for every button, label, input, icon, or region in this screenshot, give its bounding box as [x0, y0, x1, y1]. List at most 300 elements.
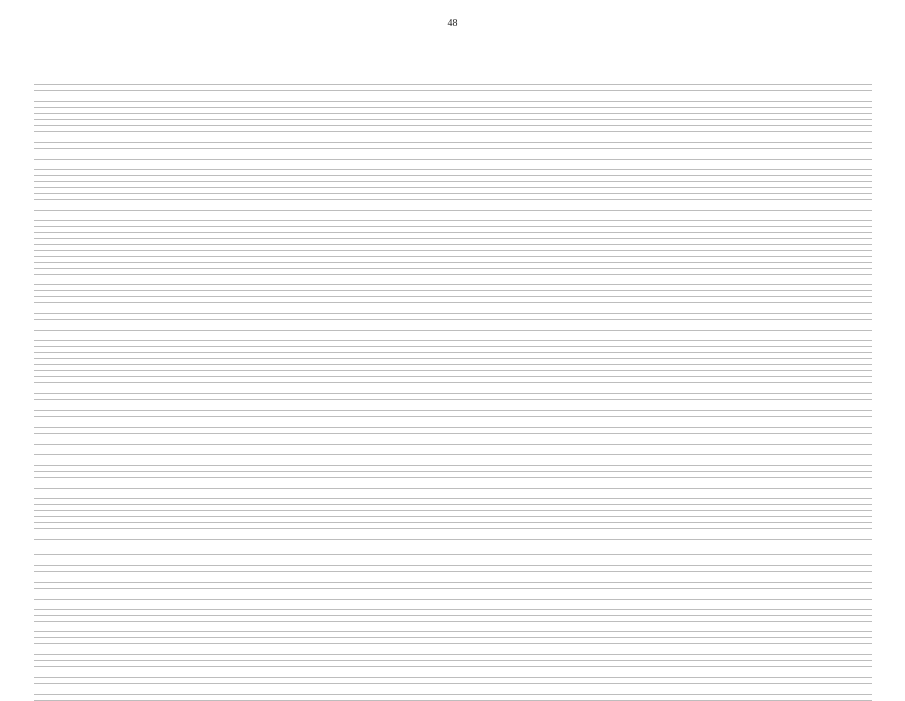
table-cell [106, 589, 176, 600]
table-cell [236, 529, 312, 540]
table-row [34, 200, 872, 211]
table-cell [832, 200, 872, 211]
table-cell [832, 478, 872, 489]
table-cell [548, 303, 584, 314]
table-row [34, 644, 872, 655]
table-cell [792, 544, 832, 555]
table-cell [792, 644, 832, 655]
table-row [34, 667, 872, 678]
table-row [34, 400, 872, 411]
table-cell [312, 400, 338, 411]
table-cell [696, 303, 746, 314]
table-cell [364, 544, 514, 555]
table-cell [34, 455, 106, 466]
table-cell [644, 200, 696, 211]
table-cell [338, 529, 364, 540]
table-cell [746, 91, 792, 102]
table-cell [34, 695, 106, 701]
table-cell [696, 589, 746, 600]
table-cell [746, 200, 792, 211]
table-cell [584, 667, 614, 678]
table-cell [792, 529, 832, 540]
table-cell [312, 455, 338, 466]
table-cell [746, 478, 792, 489]
table-row [34, 74, 872, 85]
table-cell [106, 74, 176, 85]
table-cell [364, 303, 514, 314]
registry-table [34, 74, 872, 701]
table-row [34, 455, 872, 466]
table-row [34, 383, 872, 394]
table-cell [338, 400, 364, 411]
table-cell [832, 455, 872, 466]
table-cell [34, 684, 106, 695]
table-cell [548, 74, 584, 85]
table-cell [696, 572, 746, 583]
table-cell [614, 417, 644, 428]
table-cell [614, 644, 644, 655]
table-cell [514, 303, 548, 314]
table-cell [176, 684, 236, 695]
table-cell [338, 589, 364, 600]
table-cell [696, 684, 746, 695]
table-cell [792, 74, 832, 85]
table-cell [696, 478, 746, 489]
table-cell [176, 555, 236, 566]
table-cell [514, 417, 548, 428]
table-cell [644, 478, 696, 489]
table-cell [338, 149, 364, 160]
table-row [34, 91, 872, 102]
table-cell [644, 684, 696, 695]
table-cell [696, 644, 746, 655]
table-cell [832, 555, 872, 566]
table-cell [176, 200, 236, 211]
table-cell [176, 478, 236, 489]
table-cell [584, 434, 614, 445]
table-cell [644, 383, 696, 394]
table-cell [338, 132, 364, 143]
table-cell [746, 303, 792, 314]
table-cell [364, 644, 514, 655]
table-cell [514, 684, 548, 695]
table-cell [364, 132, 514, 143]
table-cell [746, 644, 792, 655]
table-cell [34, 555, 106, 566]
table-cell [832, 644, 872, 655]
table-cell [584, 589, 614, 600]
table-cell [548, 544, 584, 555]
table-cell [644, 667, 696, 678]
table-row [34, 555, 872, 566]
table-cell [34, 303, 106, 314]
table-cell [176, 544, 236, 555]
table-cell [548, 684, 584, 695]
table-cell [514, 589, 548, 600]
table-cell [106, 417, 176, 428]
table-cell [696, 132, 746, 143]
table-cell [338, 695, 364, 701]
table-cell [584, 644, 614, 655]
table-row [34, 572, 872, 583]
table-cell [792, 695, 832, 701]
table-cell [338, 684, 364, 695]
table-cell [644, 400, 696, 411]
table-cell [34, 544, 106, 555]
table-cell [236, 74, 312, 85]
table-cell [338, 572, 364, 583]
table-cell [584, 417, 614, 428]
table-cell [364, 200, 514, 211]
table-cell [614, 529, 644, 540]
table-cell [514, 572, 548, 583]
table-cell [236, 555, 312, 566]
table-cell [176, 149, 236, 160]
table-cell [792, 320, 832, 331]
table-cell [176, 400, 236, 411]
table-cell [236, 320, 312, 331]
table-row [34, 132, 872, 143]
table-cell [34, 132, 106, 143]
table-cell [34, 74, 106, 85]
table-row [34, 529, 872, 540]
table-row [34, 589, 872, 600]
table-cell [548, 589, 584, 600]
table-cell [644, 132, 696, 143]
table-cell [696, 544, 746, 555]
table-cell [106, 529, 176, 540]
table-cell [584, 383, 614, 394]
table-cell [312, 200, 338, 211]
table-cell [364, 695, 514, 701]
table-cell [176, 132, 236, 143]
table-cell [548, 320, 584, 331]
table-cell [644, 555, 696, 566]
table-row [34, 434, 872, 445]
table-cell [106, 200, 176, 211]
table-cell [34, 644, 106, 655]
table-cell [176, 667, 236, 678]
table-cell [548, 644, 584, 655]
table-cell [696, 417, 746, 428]
table-cell [614, 667, 644, 678]
table-cell [696, 529, 746, 540]
table-cell [792, 400, 832, 411]
table-cell [792, 149, 832, 160]
table-cell [106, 644, 176, 655]
table-cell [614, 544, 644, 555]
table-cell [514, 434, 548, 445]
table-cell [644, 529, 696, 540]
table-cell [34, 320, 106, 331]
table-cell [792, 434, 832, 445]
table-cell [34, 667, 106, 678]
table-cell [644, 644, 696, 655]
table-cell [106, 434, 176, 445]
table-cell [614, 434, 644, 445]
table-cell [514, 400, 548, 411]
table-cell [514, 74, 548, 85]
table-cell [644, 149, 696, 160]
table-cell [176, 383, 236, 394]
table-cell [832, 417, 872, 428]
table-cell [584, 303, 614, 314]
table-cell [176, 91, 236, 102]
table-cell [514, 383, 548, 394]
table-cell [614, 555, 644, 566]
table-cell [106, 544, 176, 555]
table-cell [236, 667, 312, 678]
table-cell [364, 320, 514, 331]
table-cell [338, 455, 364, 466]
table-cell [746, 320, 792, 331]
table-cell [338, 383, 364, 394]
table-cell [364, 74, 514, 85]
table-cell [514, 667, 548, 678]
table-cell [34, 478, 106, 489]
table-cell [514, 644, 548, 655]
table-cell [176, 695, 236, 701]
table-cell [832, 132, 872, 143]
table-cell [176, 529, 236, 540]
table-cell [548, 555, 584, 566]
table-cell [696, 383, 746, 394]
table-cell [236, 132, 312, 143]
registry-table-body [34, 74, 872, 701]
table-cell [548, 455, 584, 466]
table-cell [312, 478, 338, 489]
table-cell [514, 91, 548, 102]
table-cell [746, 529, 792, 540]
table-cell [34, 572, 106, 583]
table-cell [312, 320, 338, 331]
table-cell [832, 434, 872, 445]
table-cell [364, 91, 514, 102]
table-cell [746, 555, 792, 566]
table-cell [338, 434, 364, 445]
table-cell [312, 303, 338, 314]
table-cell [236, 400, 312, 411]
table-cell [338, 74, 364, 85]
table-cell [312, 555, 338, 566]
table-cell [548, 478, 584, 489]
table-cell [548, 132, 584, 143]
table-cell [514, 695, 548, 701]
table-cell [792, 555, 832, 566]
registry-table-wrap [34, 74, 872, 701]
table-cell [514, 200, 548, 211]
table-cell [514, 555, 548, 566]
table-cell [644, 572, 696, 583]
table-cell [614, 200, 644, 211]
table-row [34, 303, 872, 314]
table-cell [548, 667, 584, 678]
table-cell [34, 91, 106, 102]
table-cell [236, 149, 312, 160]
table-cell [364, 572, 514, 583]
table-cell [312, 417, 338, 428]
table-cell [614, 478, 644, 489]
table-cell [792, 200, 832, 211]
table-cell [746, 132, 792, 143]
table-cell [746, 695, 792, 701]
table-cell [746, 684, 792, 695]
table-cell [696, 91, 746, 102]
table-cell [364, 149, 514, 160]
table-cell [832, 91, 872, 102]
table-cell [312, 383, 338, 394]
table-cell [832, 320, 872, 331]
table-cell [364, 434, 514, 445]
table-cell [364, 589, 514, 600]
table-cell [34, 434, 106, 445]
table-cell [312, 434, 338, 445]
table-cell [364, 667, 514, 678]
table-cell [312, 667, 338, 678]
table-cell [312, 695, 338, 701]
table-cell [338, 644, 364, 655]
table-cell [548, 91, 584, 102]
table-cell [176, 589, 236, 600]
table-cell [696, 555, 746, 566]
table-cell [338, 417, 364, 428]
table-cell [696, 455, 746, 466]
table-cell [338, 544, 364, 555]
table-cell [644, 320, 696, 331]
table-cell [584, 400, 614, 411]
table-cell [312, 149, 338, 160]
table-cell [514, 455, 548, 466]
table-cell [514, 320, 548, 331]
table-cell [236, 544, 312, 555]
table-cell [338, 91, 364, 102]
table-cell [106, 149, 176, 160]
table-cell [644, 589, 696, 600]
table-cell [832, 667, 872, 678]
table-cell [746, 400, 792, 411]
table-cell [312, 132, 338, 143]
table-cell [514, 544, 548, 555]
table-cell [614, 303, 644, 314]
table-cell [644, 417, 696, 428]
table-cell [34, 200, 106, 211]
table-cell [644, 434, 696, 445]
table-cell [746, 572, 792, 583]
table-cell [364, 478, 514, 489]
table-cell [614, 383, 644, 394]
table-cell [792, 455, 832, 466]
table-cell [614, 684, 644, 695]
table-cell [34, 400, 106, 411]
table-cell [312, 91, 338, 102]
table-row [34, 695, 872, 701]
table-cell [236, 572, 312, 583]
table-row [34, 149, 872, 160]
table-cell [614, 132, 644, 143]
table-cell [644, 74, 696, 85]
table-cell [106, 320, 176, 331]
table-cell [746, 544, 792, 555]
table-cell [338, 478, 364, 489]
table-cell [584, 555, 614, 566]
table-cell [832, 383, 872, 394]
table-cell [696, 74, 746, 85]
table-cell [644, 544, 696, 555]
table-cell [236, 684, 312, 695]
table-cell [236, 695, 312, 701]
table-cell [236, 91, 312, 102]
table-cell [792, 572, 832, 583]
table-cell [338, 303, 364, 314]
table-cell [746, 667, 792, 678]
table-cell [236, 478, 312, 489]
table-cell [338, 200, 364, 211]
table-cell [312, 684, 338, 695]
table-cell [696, 667, 746, 678]
table-cell [614, 400, 644, 411]
table-cell [746, 383, 792, 394]
table-cell [644, 455, 696, 466]
table-cell [746, 589, 792, 600]
table-cell [338, 320, 364, 331]
table-cell [548, 383, 584, 394]
table-row [34, 320, 872, 331]
table-row [34, 478, 872, 489]
table-cell [746, 74, 792, 85]
table-cell [106, 572, 176, 583]
table-cell [614, 74, 644, 85]
table-cell [584, 149, 614, 160]
table-cell [106, 555, 176, 566]
table-cell [34, 383, 106, 394]
table-cell [584, 200, 614, 211]
table-cell [832, 149, 872, 160]
table-row [34, 684, 872, 695]
table-cell [364, 684, 514, 695]
table-cell [236, 589, 312, 600]
table-cell [34, 149, 106, 160]
table-cell [34, 589, 106, 600]
table-cell [176, 303, 236, 314]
table-cell [514, 529, 548, 540]
table-cell [696, 434, 746, 445]
table-cell [106, 455, 176, 466]
table-cell [364, 529, 514, 540]
table-cell [832, 544, 872, 555]
table-cell [176, 434, 236, 445]
table-row [34, 544, 872, 555]
table-cell [696, 695, 746, 701]
table-cell [832, 400, 872, 411]
table-cell [364, 417, 514, 428]
table-cell [236, 455, 312, 466]
table-cell [548, 417, 584, 428]
table-cell [792, 303, 832, 314]
table-cell [614, 91, 644, 102]
table-cell [106, 91, 176, 102]
table-cell [832, 589, 872, 600]
table-cell [746, 417, 792, 428]
table-cell [338, 555, 364, 566]
table-cell [106, 667, 176, 678]
table-cell [364, 555, 514, 566]
table-cell [338, 667, 364, 678]
table-cell [792, 589, 832, 600]
table-cell [106, 695, 176, 701]
table-cell [832, 529, 872, 540]
table-cell [106, 400, 176, 411]
table-cell [614, 572, 644, 583]
